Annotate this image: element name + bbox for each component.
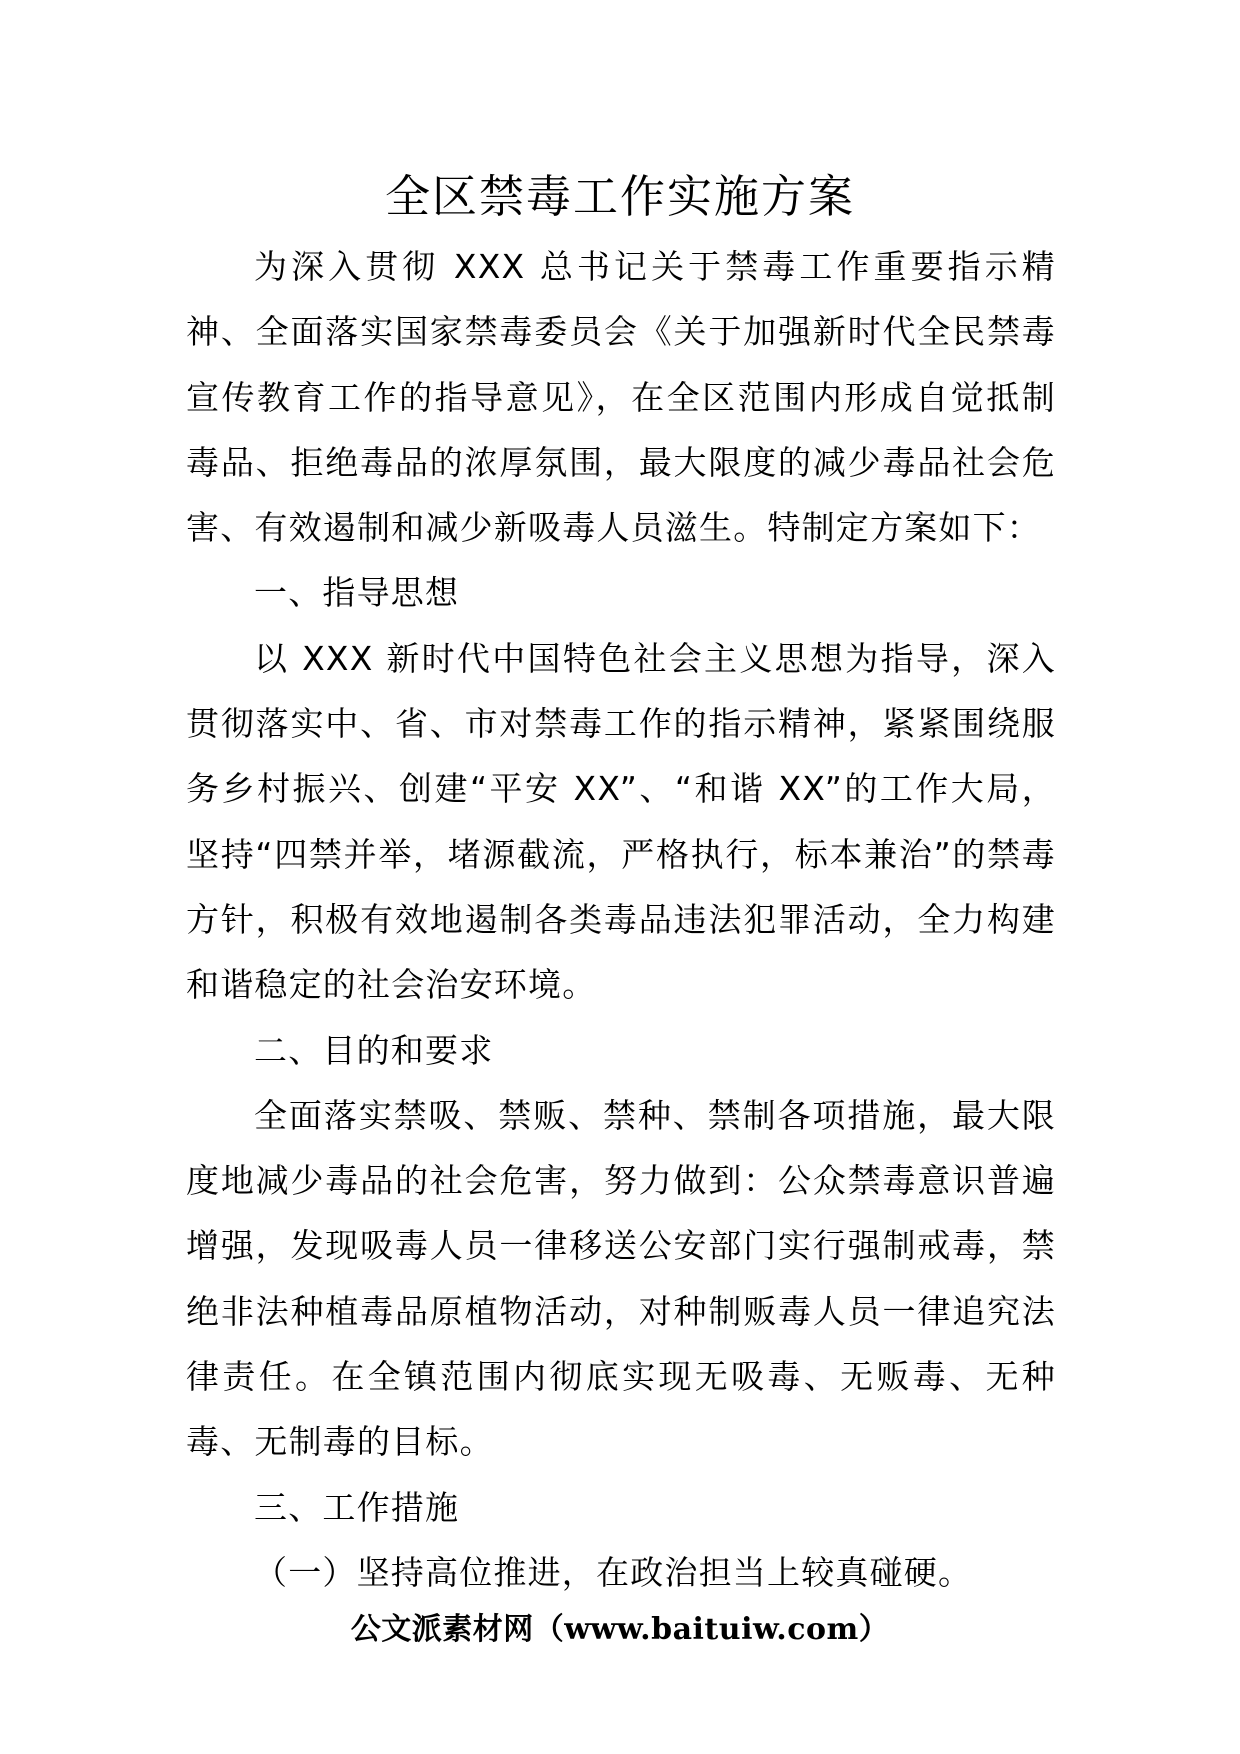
section-heading-work-measures: 三、工作措施 (254, 1487, 460, 1527)
document-body (186, 234, 1056, 1605)
footer-watermark: 公文派素材网（www.baituiw.com） (350, 1612, 890, 1647)
section-heading-guiding-ideology: 一、指导思想 (254, 573, 460, 613)
guiding-ideology-paragraph: 以 XXX 新时代中国特色社会主义思想为指导，深入贯彻落实中、省、市对禁毒工作的指示精神，紧紧围绕服务乡村振兴、创建“平安 XX”、“和谐 XX”的工作大局，坚持“四禁并举，堵源截流，严格执行，标本兼治”的禁毒方针，积极有效地遏制各类毒品违法犯罪活动，全力构建和谐稳定的社会治安环境。 (186, 638, 1056, 1005)
goals-requirements-paragraph: 全面落实禁吸、禁贩、禁种、禁制各项措施，最大限度地减少毒品的社会危害，努力做到：公众禁毒意识普遍增强，发现吸毒人员一律移送公安部门实行强制戒毒，禁绝非法种植毒品原植物活动，对种制贩毒人员一律追究法律责任。在全镇范围内彻底实现无吸毒、无贩毒、无种毒、无制毒的目标。 (186, 1095, 1056, 1462)
subsection-heading-1: （一）坚持高位推进，在政治担当上较真碰硬。 (254, 1552, 973, 1592)
document-title: 全区禁毒工作实施方案 (384, 170, 855, 223)
section-heading-goals-requirements: 二、目的和要求 (254, 1030, 494, 1070)
intro-paragraph: 为深入贯彻 XXX 总书记关于禁毒工作重要指示精神、全面落实国家禁毒委员会《关于加强新时代全民禁毒宣传教育工作的指导意见》，在全区范围内形成自觉抵制毒品、拒绝毒品的浓厚氛围，最大限度的减少毒品社会危害、有效遏制和减少新吸毒人员滋生。特制定方案如下： (186, 247, 1056, 548)
